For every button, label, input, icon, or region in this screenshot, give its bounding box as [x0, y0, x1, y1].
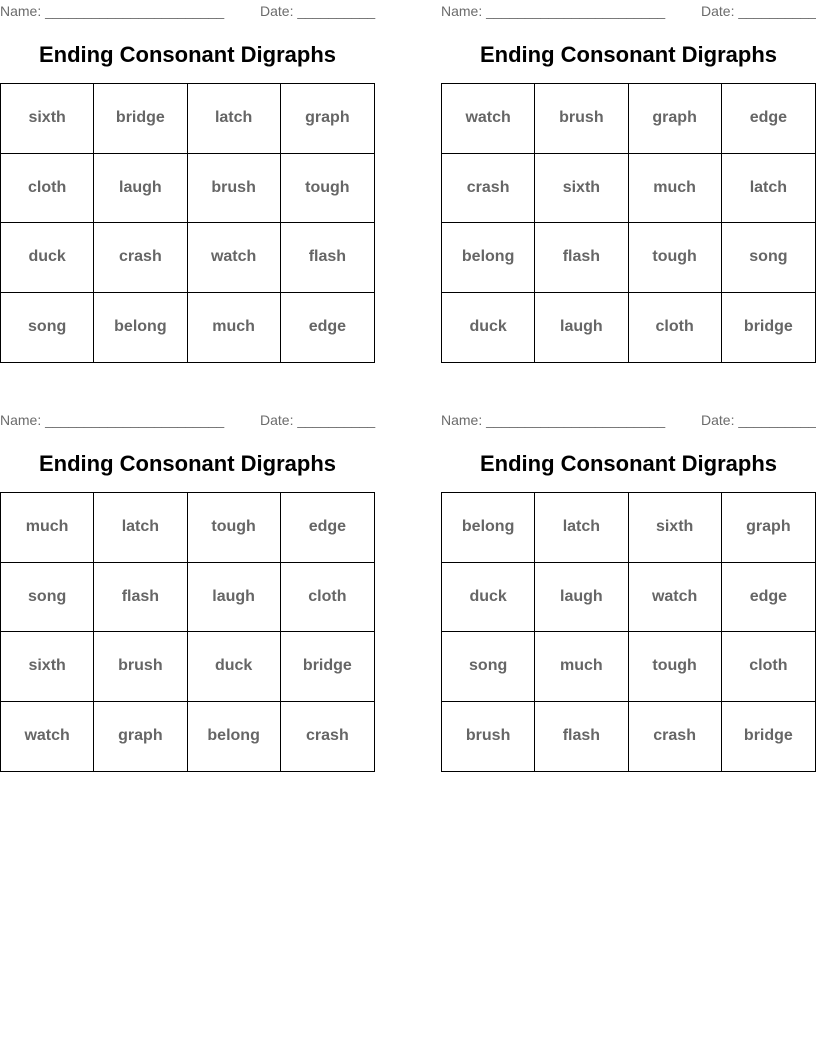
grid-cell: much — [629, 154, 722, 224]
grid-cell: edge — [308, 318, 347, 336]
grid-cell: belong — [94, 293, 187, 363]
card-header — [0, 2, 375, 20]
grid-cell: edge — [281, 493, 374, 563]
grid-cell: duck — [1, 223, 94, 293]
grid-cell: sixth — [1, 632, 94, 702]
bingo-card-3 — [0, 409, 375, 784]
grid-cell: bridge — [743, 727, 793, 745]
word-grid — [0, 492, 375, 772]
date-field-label: Date: __________ — [701, 412, 816, 428]
grid-cell: watch — [442, 84, 535, 154]
date-field-label: Date: __________ — [260, 412, 376, 428]
card-header — [441, 411, 816, 429]
grid-cell: sixth — [535, 154, 628, 224]
grid-cell: crash — [442, 154, 535, 224]
grid-cell: flash — [535, 223, 628, 293]
grid-cell: song — [1, 563, 94, 633]
grid-cell: brush — [188, 154, 281, 224]
grid-cell: edge — [722, 84, 815, 154]
bingo-card-1 — [0, 0, 375, 375]
grid-cell: belong — [442, 223, 535, 293]
grid-cell: sixth — [1, 84, 94, 154]
grid-cell: crash — [306, 727, 349, 745]
grid-cell: latch — [94, 493, 187, 563]
grid-cell: tough — [629, 632, 722, 702]
grid-cell: watch — [629, 563, 722, 633]
grid-cell: tough — [188, 493, 281, 563]
grid-cell: song — [722, 223, 815, 293]
grid-cell: tough — [281, 154, 374, 224]
card-title: Ending Consonant Digraphs — [480, 451, 777, 476]
grid-cell: belong — [442, 493, 535, 563]
grid-cell: brush — [535, 84, 628, 154]
grid-cell: much — [188, 293, 281, 363]
bingo-card-2 — [441, 0, 816, 375]
grid-cell: song — [1, 293, 94, 363]
grid-cell: cloth — [722, 632, 815, 702]
name-field-label: Name: _______________________ — [0, 3, 225, 19]
grid-cell: much — [535, 632, 628, 702]
grid-cell: crash — [629, 702, 722, 772]
grid-cell: graph — [281, 84, 374, 154]
grid-cell: graph — [629, 84, 722, 154]
word-grid — [0, 83, 375, 363]
grid-cell: duck — [442, 563, 535, 633]
grid-cell: graph — [94, 702, 187, 772]
grid-cell: bridge — [94, 84, 187, 154]
grid-cell: latch — [188, 84, 281, 154]
name-field-label: Name: _______________________ — [441, 412, 666, 428]
grid-cell: flash — [281, 223, 374, 293]
card-header — [0, 411, 375, 429]
card-title: Ending Consonant Digraphs — [39, 451, 336, 476]
grid-cell: much — [1, 493, 94, 563]
word-grid — [441, 492, 816, 772]
grid-cell: laugh — [94, 154, 187, 224]
grid-cell: brush — [94, 632, 187, 702]
card-header — [441, 2, 816, 20]
name-field-label: Name: _______________________ — [0, 412, 225, 428]
grid-cell: crash — [94, 223, 187, 293]
date-field-label: Date: __________ — [701, 3, 816, 19]
grid-cell: graph — [722, 493, 815, 563]
grid-cell: laugh — [188, 563, 281, 633]
grid-cell: tough — [629, 223, 722, 293]
grid-cell: edge — [722, 563, 815, 633]
grid-cell: bridge — [743, 318, 793, 336]
bingo-card-4 — [441, 409, 816, 784]
grid-cell: cloth — [1, 154, 94, 224]
grid-cell: cloth — [281, 563, 374, 633]
card-title: Ending Consonant Digraphs — [480, 42, 777, 67]
grid-cell: brush — [442, 702, 535, 772]
grid-cell: bridge — [281, 632, 374, 702]
grid-cell: laugh — [535, 563, 628, 633]
grid-cell: latch — [722, 154, 815, 224]
grid-cell: belong — [188, 702, 281, 772]
grid-cell: sixth — [629, 493, 722, 563]
grid-cell: flash — [94, 563, 187, 633]
grid-cell: watch — [1, 702, 94, 772]
grid-cell: cloth — [629, 293, 722, 363]
grid-cell: song — [442, 632, 535, 702]
grid-cell: watch — [188, 223, 281, 293]
grid-cell: laugh — [535, 293, 628, 363]
grid-cell: latch — [535, 493, 628, 563]
grid-cell: duck — [188, 632, 281, 702]
card-title: Ending Consonant Digraphs — [39, 42, 336, 67]
word-grid — [441, 83, 816, 363]
date-field-label: Date: __________ — [260, 3, 376, 19]
name-field-label: Name: _______________________ — [441, 3, 666, 19]
grid-cell: duck — [442, 293, 535, 363]
grid-cell: flash — [535, 702, 628, 772]
